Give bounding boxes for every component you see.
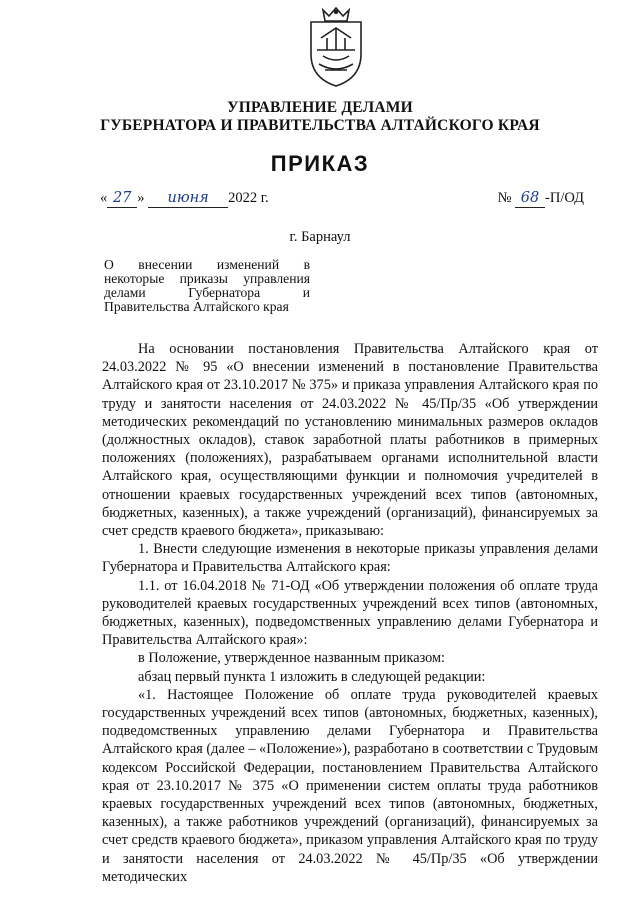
document-title: ПРИКАЗ <box>270 151 370 176</box>
body-paragraph: в Положение, утвержденное названным приказом: <box>138 650 446 667</box>
number-value: 68 <box>515 191 545 208</box>
body-paragraph: абзац первый пункта 1 изложить в следующей редакции: <box>138 668 486 685</box>
body-paragraph: 1. Внести следующие изменения в некоторые приказы управления делами Губернатора и Правительства Алтайского края: <box>102 541 598 576</box>
body-paragraph: На основании постановления Правительства Алтайского края от 24.03.2022 № 95 «О внесении изменений в постановление Правительства Алтайского края от 23.10.2017 № 375» и приказа управления Алтайского края по труду и занятости населения от 24.03.2022 № 45/Пр/35 «Об утверждении методических рекомендаций по установлению минимальных размеров окладов (должностных окладов), ставок заработной платы работников в примерных положениях (положениях), разрабатываем органами исполнительной власти Алтайского края, осуществляющими функции и полномочия учредителей в отношении краевых государственных учреждений всех типов (автономных, бюджетных, казенных), а также учреждений (организаций), финансируемых за счет средств краевого бюджета», приказываю: <box>102 341 598 540</box>
document-body <box>102 340 598 886</box>
document-subject <box>104 258 310 314</box>
date-year: 2022 г. <box>228 190 269 206</box>
subject-line: Правительства Алтайского края <box>104 299 289 314</box>
number-suffix: -П/ОД <box>545 190 584 206</box>
coat-of-arms-icon <box>297 4 375 90</box>
date-day: 27 <box>107 191 137 208</box>
date-month: июня <box>148 191 228 208</box>
document-date <box>100 190 269 208</box>
org-name-line2: ГУБЕРНАТОРА И ПРАВИТЕЛЬСТВА АЛТАЙСКОГО КРАЯ <box>100 117 540 134</box>
org-name-line1: УПРАВЛЕНИЕ ДЕЛАМИ <box>227 99 413 116</box>
subject-line: делами Губернатора и <box>104 285 310 300</box>
body-paragraph: 1.1. от 16.04.2018 № 71-ОД «Об утверждении положения об оплате труда руководителей краевых государственных учреждений всех типов (автономных, бюджетных, казенных), подведомственных управлению делами Губернатора и Правительства Алтайского края»: <box>102 577 598 649</box>
number-prefix: № <box>497 190 512 206</box>
subject-line: некоторые приказы управления <box>104 271 310 286</box>
subject-line: О внесении изменений в <box>104 257 310 272</box>
document-number <box>498 190 584 208</box>
body-paragraph: «1. Настоящее Положение об оплате труда руководителей краевых государственных учреждений всех типов (автономных, бюджетных, казенных), подведомственных управлению делами Губернатора и Правительства Алтайского края (далее – «Положение»), разработано в соответствии с Трудовым кодексом Российской Федерации, постановлением Правительства Алтайского края от 23.10.2017 № 375 «О применении систем оплаты труда работников краевых государственных учреждений всех типов (автономных, бюджетных, казенных), а также работников учреждений (организаций), финансируемых за счет средств краевого бюджета», приказом управления Алтайского края по труду и занятости населения от 24.03.2022 № 45/Пр/35 «Об утверждении методических <box>102 686 598 885</box>
date-open-quote: « <box>100 190 108 206</box>
date-close-quote: » <box>137 190 145 206</box>
city: г. Барнаул <box>289 229 351 245</box>
